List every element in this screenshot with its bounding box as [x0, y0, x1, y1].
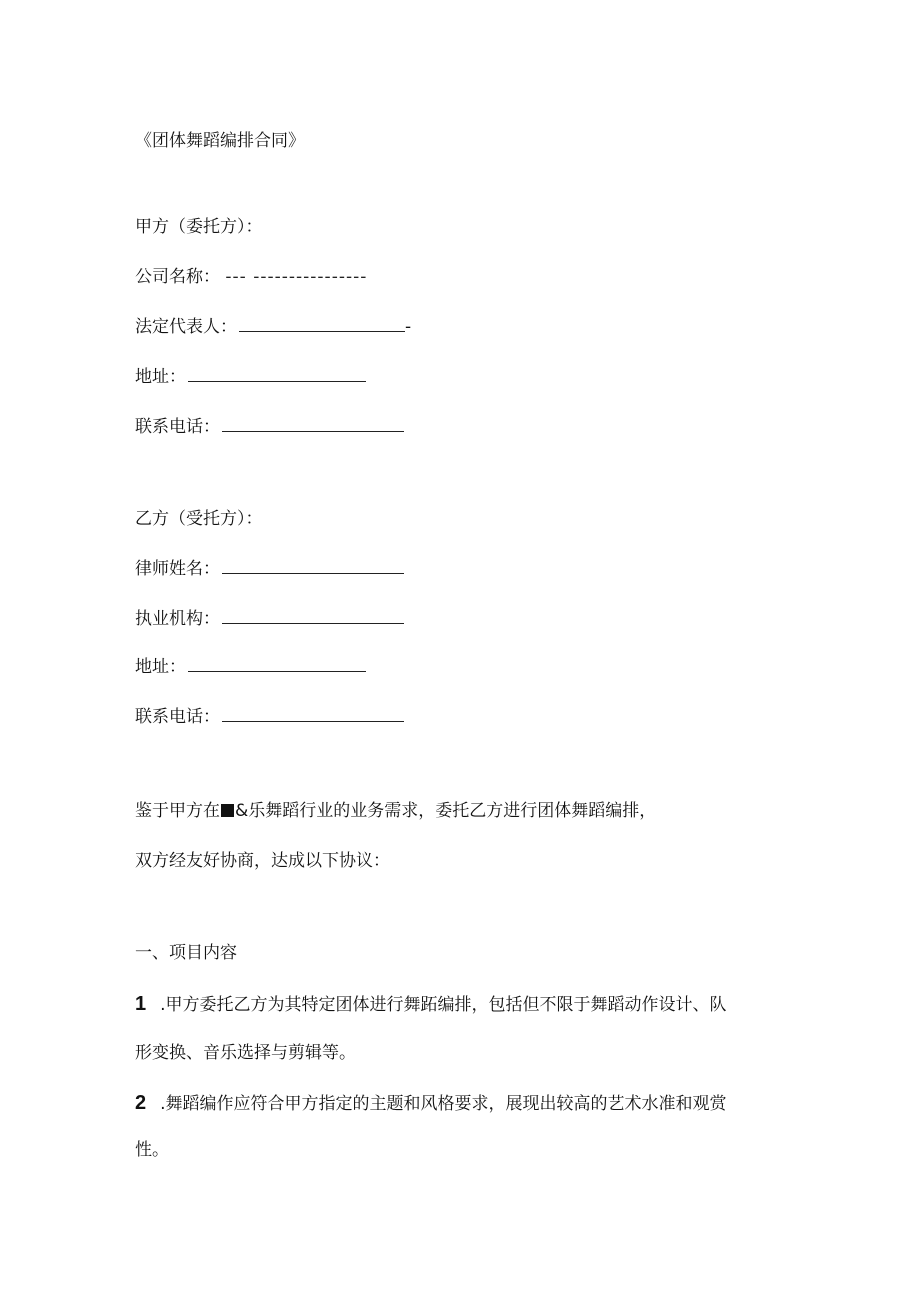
item-2-number: 2	[135, 1092, 147, 1114]
party-a-phone-row	[135, 415, 404, 439]
item-1-number: 1	[135, 993, 147, 1015]
preamble-line-2: 双方经友好协商，达成以下协议：	[135, 851, 390, 871]
party-b-phone-label: 联系电话：	[135, 707, 220, 727]
party-a-company-row	[135, 265, 367, 289]
section-1-heading: 一、项目内容	[135, 943, 237, 963]
party-a-address-label: 地址：	[135, 367, 186, 387]
item-1-text: .甲方委托乙方为其特定团体进行舞跖编排，包括但不限于舞蹈动作设计、队	[160, 995, 727, 1015]
party-b-address-row	[135, 655, 366, 679]
legal-rep-label: 法定代表人：	[135, 317, 237, 337]
company-name-label: 公司名称：	[135, 267, 220, 287]
legal-rep-trailing: -	[405, 317, 412, 337]
party-b-lawyer-row	[135, 557, 404, 581]
institution-blank	[222, 607, 404, 624]
preamble-text-before: 鉴于甲方在	[135, 801, 220, 821]
company-name-value: --- ----------------	[225, 267, 368, 287]
party-a-heading: 甲方（委托方）：	[135, 217, 263, 237]
preamble-line-1	[135, 799, 656, 823]
section-1-item-2-line-2: 性。	[135, 1140, 169, 1160]
party-b-phone-row	[135, 705, 404, 729]
lawyer-name-label: 律师姓名：	[135, 559, 220, 579]
party-b-institution-row	[135, 607, 404, 631]
party-b-address-label: 地址：	[135, 657, 186, 677]
redaction-square-icon	[221, 804, 234, 817]
document-title: 《团体舞蹈编排合同》	[135, 131, 305, 151]
party-a-phone-blank	[222, 415, 404, 432]
party-a-address-row	[135, 365, 366, 389]
section-1-item-2-line-1	[135, 1091, 727, 1116]
party-b-address-blank	[188, 655, 366, 672]
party-b-phone-blank	[222, 705, 404, 722]
item-2-text: .舞蹈编作应符合甲方指定的主题和风格要求，展现出较高的艺术水准和观赏	[160, 1094, 727, 1114]
party-a-legal-rep-row	[135, 315, 411, 339]
party-a-phone-label: 联系电话：	[135, 417, 220, 437]
lawyer-name-blank	[222, 557, 404, 574]
legal-rep-blank	[239, 315, 405, 332]
section-1-item-1-line-1	[135, 992, 727, 1017]
section-1-item-1-line-2: 形变换、音乐选择与剪辑等。	[135, 1043, 356, 1063]
party-a-address-blank	[188, 365, 366, 382]
preamble-text-after: &乐舞蹈行业的业务需求，委托乙方进行团体舞蹈编排，	[235, 801, 657, 821]
institution-label: 执业机构：	[135, 609, 220, 629]
party-b-heading: 乙方（受托方）：	[135, 509, 263, 529]
